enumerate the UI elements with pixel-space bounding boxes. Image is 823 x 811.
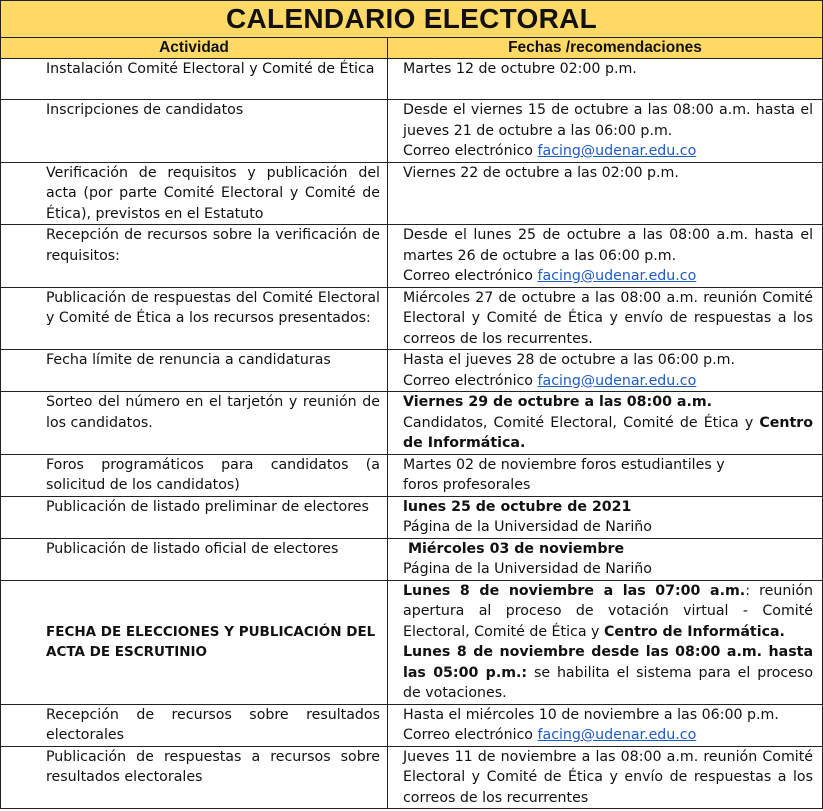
date-cell: Jueves 11 de noviembre a las 08:00 a.m. reunión Comité Electoral y Comité de Ética y envío de respuestas a los correos de los recurrentes — [388, 746, 823, 809]
date-bold-2: Centro de Informática. — [403, 414, 814, 451]
email-link[interactable]: facing@udenar.edu.co — [537, 372, 697, 389]
date-cell — [388, 454, 823, 496]
activity-cell: Publicación de respuestas del Comité Electoral y Comité de Ética a los recursos presentados: — [1, 287, 388, 350]
date-cell — [388, 496, 823, 538]
date-bold-2: Centro de Informática. — [603, 623, 785, 640]
table-row — [1, 580, 823, 704]
activity-cell: Publicación de listado oficial de electores — [1, 538, 388, 580]
activity-cell: FECHA DE ELECCIONES Y PUBLICACIÓN DEL ACTA DE ESCRUTINIO — [1, 580, 388, 704]
activity-cell: Publicación de listado preliminar de electores — [1, 496, 388, 538]
table-row — [1, 746, 823, 809]
date-bold: Lunes 8 de noviembre a las 07:00 a.m. — [403, 582, 746, 599]
email-label: Correo electrónico — [403, 268, 538, 284]
table-row — [1, 350, 823, 392]
date-text: Desde el viernes 15 de octubre a las 08:00 a.m. hasta el jueves 21 de octubre a las 06:00 p.m. — [403, 102, 814, 139]
date-cell: Martes 12 de octubre 02:00 p.m. — [388, 59, 823, 100]
email-link[interactable]: facing@udenar.edu.co — [537, 143, 697, 159]
date-cell — [388, 350, 823, 392]
table-row — [1, 704, 823, 746]
activity-cell: Inscripciones de candidatos — [1, 100, 388, 163]
table-row — [1, 392, 823, 455]
email-link[interactable]: facing@udenar.edu.co — [537, 727, 697, 743]
table-row — [1, 538, 823, 580]
activity-cell: Fecha límite de renuncia a candidaturas — [1, 350, 388, 392]
table-row — [1, 59, 823, 100]
table-row — [1, 454, 823, 496]
date-text: Hasta el jueves 28 de octubre a las 06:00 p.m. — [403, 352, 735, 368]
date-text: Martes 02 de noviembre foros estudiantiles y — [403, 456, 725, 473]
table-row — [1, 162, 823, 225]
activity-cell: Recepción de recursos sobre resultados electorales — [1, 704, 388, 746]
table-header-row — [1, 38, 823, 59]
date-cell: Viernes 22 de octubre a las 02:00 p.m. — [388, 162, 823, 225]
activity-cell: Recepción de recursos sobre la verificación de requisitos: — [1, 225, 388, 288]
date-text: Desde el lunes 25 de octubre a las 08:00 a.m. hasta el martes 26 de octubre a las 06:00 p.m. — [403, 227, 814, 264]
header-activity: Actividad — [1, 38, 388, 59]
email-label: Correo electrónico — [403, 143, 538, 159]
date-text: Hasta el miércoles 10 de noviembre a las 06:00 p.m. — [403, 706, 779, 723]
date-cell — [388, 580, 823, 704]
date-bold: Viernes 29 de octubre a las 08:00 a.m. — [403, 394, 713, 410]
activity-cell: Instalación Comité Electoral y Comité de Ética — [1, 59, 388, 100]
email-label: Correo electrónico — [403, 372, 538, 389]
date-cell — [388, 704, 823, 746]
date-text: : reunión apertura al proceso de votación virtual - Comité Electoral, Comité de Ética y — [403, 582, 814, 640]
activity-cell: Sorteo del número en el tarjetón y reunión de los candidatos. — [1, 392, 388, 455]
table-row — [1, 496, 823, 538]
date-cell — [388, 225, 823, 288]
date-text-2: foros profesorales — [403, 477, 531, 493]
table-row — [1, 225, 823, 288]
activity-cell: Publicación de respuestas a recursos sobre resultados electorales — [1, 746, 388, 809]
email-link[interactable]: facing@udenar.edu.co — [537, 268, 697, 284]
email-label: Correo electrónico — [403, 727, 538, 743]
date-text-2: se habilita el sistema para el proceso de votaciones. — [403, 664, 814, 701]
table-row — [1, 100, 823, 163]
activity-cell: Foros programáticos para candidatos (a solicitud de los candidatos) — [1, 454, 388, 496]
table-row — [1, 287, 823, 350]
header-dates: Fechas /recomendaciones — [388, 38, 823, 59]
activity-cell: Verificación de requisitos y publicación del acta (por parte Comité Electoral y Comité de Ética), previstos en el Estatuto — [1, 162, 388, 225]
date-cell — [388, 538, 823, 580]
date-bold: Miércoles 03 de noviembre — [403, 540, 625, 557]
date-text: Página de la Universidad de Nariño — [403, 519, 652, 535]
date-cell: Miércoles 27 de octubre a las 08:00 a.m. reunión Comité Electoral y Comité de Ética y envío de respuestas a los correos de los recurrentes. — [388, 287, 823, 350]
date-cell — [388, 392, 823, 455]
page-title: CALENDARIO ELECTORAL — [1, 1, 823, 38]
date-cell — [388, 100, 823, 163]
date-bold-3: Lunes 8 de noviembre desde las 08:00 a.m. hasta las 05:00 p.m.: — [403, 644, 814, 681]
date-text: Candidatos, Comité Electoral, Comité de Ética y — [403, 414, 760, 431]
date-bold: lunes 25 de octubre de 2021 — [403, 498, 632, 515]
date-text: Página de la Universidad de Nariño — [403, 561, 652, 577]
